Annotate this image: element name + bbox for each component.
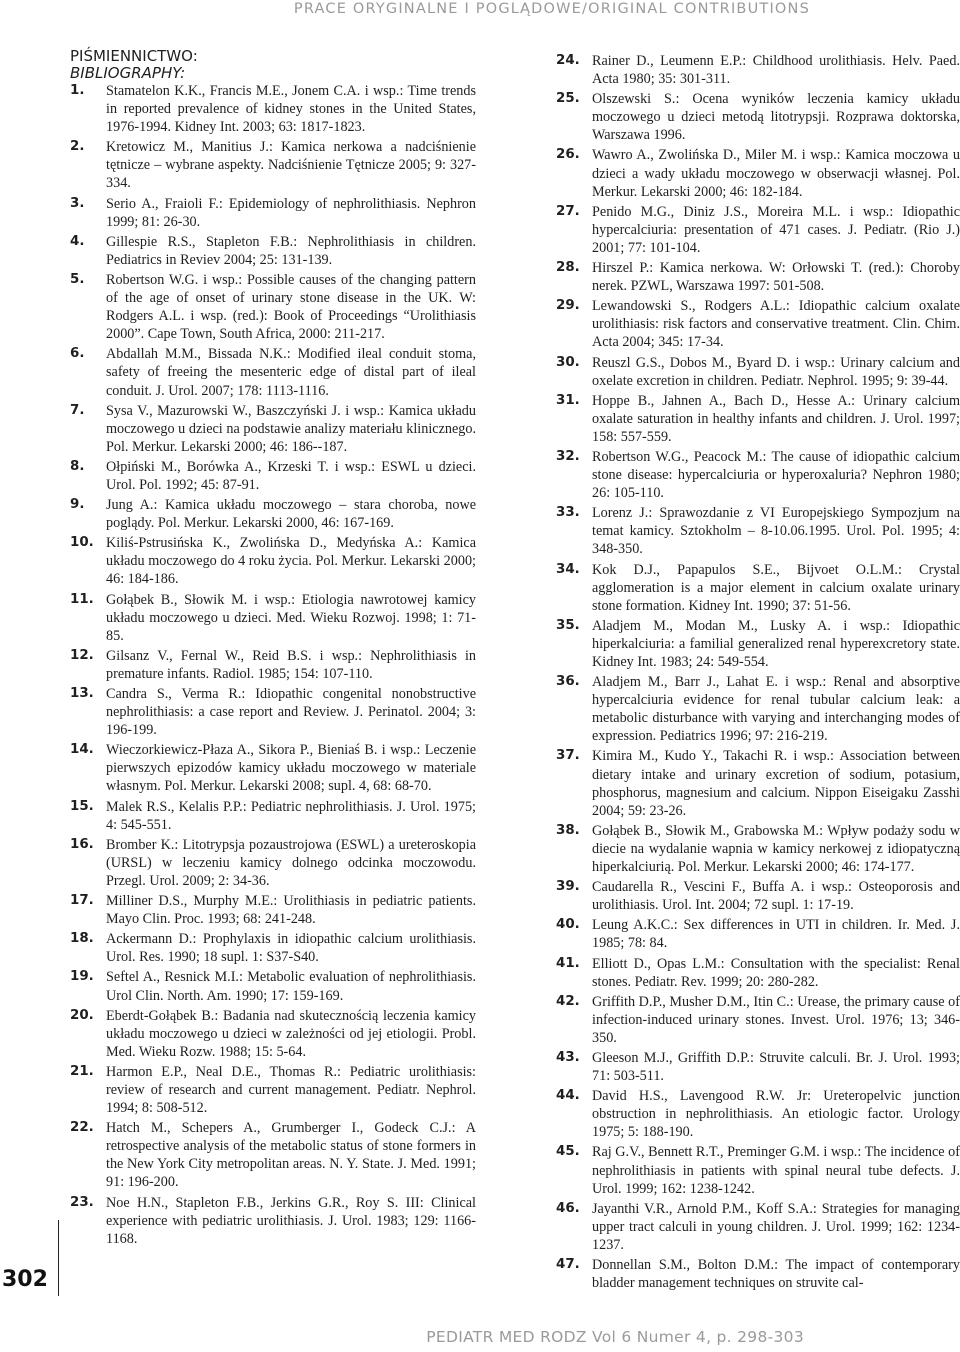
reference-item — [70, 591, 476, 645]
reference-number: 27. — [556, 203, 580, 219]
reference-item — [556, 822, 960, 876]
reference-item — [70, 968, 476, 1004]
reference-text: Hirszel P.: Kamica nerkowa. W: Orłowski T. (red.): Choroby nerek. PZWL, Warszawa 1997: 501-508. — [592, 260, 960, 295]
reference-item — [70, 1007, 476, 1061]
reference-item — [70, 195, 476, 231]
reference-text: Seftel A., Resnick M.I.: Metabolic evaluation of nephrolithiasis. Urol Clin. North. Am. 1990; 17: 159-169. — [106, 969, 476, 1004]
references-column-right — [556, 52, 960, 1294]
reference-number: 28. — [556, 260, 580, 276]
reference-item — [70, 836, 476, 890]
reference-item — [556, 297, 960, 351]
reference-item — [70, 647, 476, 683]
reference-text: Ołpiński M., Borówka A., Krzeski T. i wsp.: ESWL u dzieci. Urol. Pol. 1992; 45: 87-91. — [106, 458, 476, 493]
reference-number: 18. — [70, 931, 94, 947]
reference-number: 38. — [556, 822, 580, 838]
reference-item — [70, 82, 476, 136]
reference-item — [70, 930, 476, 966]
reference-text: Milliner D.S., Murphy M.E.: Urolithiasis in pediatric patients. Mayo Clin. Proc. 1993; 68: 241-248. — [106, 893, 476, 928]
reference-item — [556, 259, 960, 295]
reference-number: 6. — [70, 346, 85, 362]
reference-number: 13. — [70, 686, 94, 701]
reference-text: Sysa V., Mazurowski W., Baszczyński J. i wsp.: Kamica układu moczowego u dzieci na podstawie analizy materiału klinicznego. Pol. Merkur. Lekarski 2000; 46: 186--187. — [106, 402, 476, 455]
reference-number: 1. — [70, 83, 85, 98]
reference-text: Bromber K.: Litotrypsja pozaustrojowa (ESWL) a ureteroskopia (URSL) w leczeniu kamicy dolnego odcinka moczowodu. Przegl. Urol. 2009; 2: 34-36. — [106, 836, 476, 889]
reference-text: Caudarella R., Vescini F., Buffa A. i wsp.: Osteoporosis and urolithiasis. Urol. Int. 2004; 72 supl. 1: 17-19. — [592, 879, 960, 914]
running-header: PRACE ORYGINALNE I POGLĄDOWE/ORIGINAL CONTRIBUTIONS — [293, 1, 810, 17]
reference-number: 24. — [556, 53, 580, 68]
reference-number: 11. — [70, 591, 94, 607]
reference-text: Gołąbek B., Słowik M., Grabowska M.: Wpływ podaży sodu w diecie na wydalanie wapnia w kamicy nerkowej z idiopatyczną hiperkalciurią. Pol. Merkur. Lekarski 2000; 46: 174-177. — [592, 822, 960, 876]
reference-number: 43. — [556, 1049, 580, 1065]
reference-text: Kok D.J., Papapulos S.E., Bijvoet O.L.M.: Crystal agglomeration is a major element in calcium oxalate urinary stone formation. Kidney Int. 1990; 37: 51-56. — [592, 561, 960, 614]
reference-item — [70, 1119, 476, 1191]
reference-number: 20. — [70, 1007, 94, 1023]
page-number-rule — [58, 1220, 59, 1296]
reference-item — [556, 747, 960, 819]
reference-number: 45. — [556, 1144, 580, 1160]
reference-item — [556, 1256, 960, 1292]
reference-item — [70, 741, 476, 795]
bibliography-title-en: BIBLIOGRAPHY: — [70, 64, 186, 82]
reference-item — [70, 1194, 476, 1248]
reference-text: Rainer D., Leumenn E.P.: Childhood urolithiasis. Helv. Paed. Acta 1980; 35: 301-311. — [592, 53, 960, 88]
reference-text: Penido M.G., Diniz J.S., Moreira M.L. i wsp.: Idiopathic hypercalciuria: presentation of 471 cases. J. Pediatr. (Rio J.) 2001; 77: 101-104. — [592, 203, 960, 256]
reference-text: Wawro A., Zwolińska D., Miler M. i wsp.: Kamica moczowa u dzieci a wady układu moczowego w obserwacji własnej. Pol. Merkur. Lekarski 2000; 46: 182-184. — [592, 147, 960, 200]
reference-text: Robertson W.G., Peacock M.: The cause of idiopathic calcium stone disease: hypercalciuria or hyperoxaluria? Nephron 1980; 26: 105-110. — [592, 448, 960, 502]
reference-number: 41. — [556, 955, 580, 971]
reference-item — [556, 448, 960, 502]
reference-text: Reuszl G.S., Dobos M., Byard D. i wsp.: Urinary calcium and oxelate excretion in children. Pediatr. Nephrol. 1995; 9: 39-44. — [592, 354, 960, 389]
reference-number: 5. — [70, 271, 85, 287]
reference-text: Donnellan S.M., Bolton D.M.: The impact of contemporary bladder management techniques on struvite cal- — [592, 1257, 960, 1292]
reference-text: Hoppe B., Jahnen A., Bach D., Hesse A.: Urinary calcium oxalate saturation in healthy infants and children. J. Urol. 1997; 158: 557-559. — [592, 392, 960, 445]
reference-item — [70, 685, 476, 739]
reference-text: Olszewski S.: Ocena wyników leczenia kamicy układu moczowego u dzieci metodą litotrypsji. Rozprawa doktorska, Warszawa 1996. — [592, 91, 960, 144]
reference-number: 37. — [556, 748, 580, 764]
reference-item — [556, 1087, 960, 1141]
reference-text: Wieczorkiewicz-Płaza A., Sikora P., Bieniaś B. i wsp.: Leczenie pierwszych epizodów kamicy układu moczowego w materiale własnym. Pol. Merkur. Lekarski 2008; supl. 4, 68: 68-70. — [106, 742, 476, 795]
reference-number: 9. — [70, 497, 85, 513]
reference-item — [70, 458, 476, 494]
reference-text: Malek R.S., Kelalis P.P.: Pediatric nephrolithiasis. J. Urol. 1975; 4: 545-551. — [106, 798, 476, 833]
reference-text: Candra S., Verma R.: Idiopathic congenital nonobstructive nephrolithiasis: a case report and Review. J. Perinatol. 2004; 3: 196-199. — [106, 686, 476, 739]
reference-text: Lorenz J.: Sprawozdanie z VI Europejskiego Sympozjum na temat kamicy. Sztokholm – 8-10.06.1995. Urol. Pol. 1995; 4: 348-350. — [592, 505, 960, 558]
reference-number: 2. — [70, 139, 85, 155]
reference-number: 44. — [556, 1088, 580, 1104]
reference-item — [556, 90, 960, 144]
reference-number: 12. — [70, 647, 94, 663]
reference-number: 39. — [556, 879, 580, 895]
reference-text: Aladjem M., Barr J., Lahat E. i wsp.: Renal and absorptive hypercalciuria evidence for renal tubular calcium leak: a metabolic disturbance with varying and interchanging modes of expression. Pediatrics 1996; 97: 216-219. — [592, 674, 960, 745]
reference-item — [556, 146, 960, 200]
reference-text: Ackermann D.: Prophylaxis in idiopathic calcium urolithiasis. Urol. Res. 1990; 18 supl. 1: S37-S40. — [106, 931, 476, 966]
reference-number: 7. — [70, 402, 85, 418]
bibliography-title-pl: PIŚMIENNICTWO: — [70, 47, 198, 65]
reference-item — [556, 1049, 960, 1085]
reference-item — [556, 354, 960, 390]
reference-text: Hatch M., Schepers A., Grumberger I., Godeck C.J.: A retrospective analysis of the metabolic status of stone formers in the New York City metropolitan areas. N. Y. State. J. Med. 1991; 91: 196-200. — [106, 1120, 476, 1191]
reference-text: Leung A.K.C.: Sex differences in UTI in children. Ir. Med. J. 1985; 78: 84. — [592, 917, 960, 952]
reference-item — [70, 892, 476, 928]
reference-item — [70, 1063, 476, 1117]
reference-item — [70, 534, 476, 588]
reference-number: 8. — [70, 458, 85, 474]
reference-text: Elliott D., Opas L.M.: Consultation with the specialist: Renal stones. Pediatr. Rev. 1999; 20: 280-282. — [592, 955, 960, 990]
reference-number: 46. — [556, 1200, 580, 1216]
reference-number: 30. — [556, 354, 580, 370]
reference-item — [556, 916, 960, 952]
reference-number: 34. — [556, 561, 580, 577]
reference-item — [556, 955, 960, 991]
reference-text: Gleeson M.J., Griffith D.P.: Struvite calculi. Br. J. Urol. 1993; 71: 503-511. — [592, 1049, 960, 1085]
reference-number: 17. — [70, 893, 94, 909]
reference-number: 31. — [556, 392, 580, 408]
reference-item — [70, 402, 476, 456]
reference-item — [70, 798, 476, 834]
page-number: 302 — [2, 1267, 48, 1292]
reference-number: 42. — [556, 993, 580, 1009]
reference-item — [70, 345, 476, 399]
reference-text: Gilsanz V., Fernal W., Reid B.S. i wsp.: Nephrolithiasis in premature infants. Radiol. 1985; 154: 107-110. — [106, 647, 476, 682]
reference-text: Noe H.N., Stapleton F.B., Jerkins G.R., Roy S. III: Clinical experience with pediatric urolithiasis. J. Urol. 1983; 129: 1166-1168. — [106, 1194, 476, 1247]
reference-text: Jung A.: Kamica układu moczowego – stara choroba, nowe poglądy. Pol. Merkur. Lekarski 2000, 46: 167-169. — [106, 497, 476, 532]
reference-number: 3. — [70, 195, 85, 211]
reference-list-right — [556, 52, 960, 1292]
reference-number: 36. — [556, 674, 580, 690]
reference-item — [556, 673, 960, 745]
reference-number: 47. — [556, 1257, 580, 1272]
reference-number: 19. — [70, 969, 94, 985]
reference-number: 35. — [556, 617, 580, 633]
reference-text: Raj G.V., Bennett R.T., Preminger G.M. i wsp.: The incidence of nephrolithiasis in patients with spinal neural tube defects. J. Urol. 1999; 162: 1238-1242. — [592, 1144, 960, 1197]
reference-item — [70, 271, 476, 343]
reference-text: Aladjem M., Modan M., Lusky A. i wsp.: Idiopathic hiperkalciuria: a familial generalized renal hyperexcretory state. Kidney Int. 1983; 24: 549-554. — [592, 617, 960, 670]
reference-number: 33. — [556, 505, 580, 521]
reference-number: 16. — [70, 836, 94, 852]
reference-number: 25. — [556, 91, 580, 107]
reference-text: Kimira M., Kudo Y., Takachi R. i wsp.: Association between dietary intake and urinary excretion of sodium, potasium, phosphorus, magnesium and calcium. Nippon Eiseigaku Zasshi 2004; 59: 23-26. — [592, 748, 960, 819]
reference-text: Kiliś-Pstrusińska K., Zwolińska D., Medyńska A.: Kamica układu moczowego do 4 roku życia. Pol. Merkur. Lekarski 2000; 46: 184-186. — [106, 535, 476, 588]
journal-footer: PEDIATR MED RODZ Vol 6 Numer 4, p. 298-303 — [426, 1328, 804, 1346]
reference-item — [556, 504, 960, 558]
references-column-left — [70, 48, 476, 1250]
reference-text: Gołąbek B., Słowik M. i wsp.: Etiologia nawrotowej kamicy układu moczowego u dzieci. Med. Wieku Rozwoj. 1998; 1: 71-85. — [106, 591, 476, 644]
reference-item — [70, 233, 476, 269]
reference-item — [556, 617, 960, 671]
reference-item — [70, 138, 476, 192]
reference-item — [556, 561, 960, 615]
reference-item — [556, 993, 960, 1047]
reference-item — [556, 1143, 960, 1197]
reference-text: Lewandowski S., Rodgers A.L.: Idiopathic calcium oxalate urolithiasis: risk factors and conservative treatment. Clin. Chim. Acta 2004; 345: 17-34. — [592, 298, 960, 351]
reference-text: Gillespie R.S., Stapleton F.B.: Nephrolithiasis in children. Pediatrics in Reviev 2004; 25: 131-139. — [106, 233, 476, 268]
reference-number: 21. — [70, 1063, 94, 1079]
reference-text: Harmon E.P., Neal D.E., Thomas R.: Pediatric urolithiasis: review of research and current management. Pediatr. Nephrol. 1994; 8: 508-512. — [106, 1063, 476, 1117]
reference-text: Kretowicz M., Manitius J.: Kamica nerkowa a nadciśnienie tętnicze – wybrane aspekty. Nadciśnienie Tętnicze 2005; 9: 327-334. — [106, 139, 476, 192]
reference-number: 15. — [70, 798, 94, 814]
reference-item — [556, 392, 960, 446]
reference-list-left — [70, 82, 476, 1248]
reference-item — [556, 52, 960, 88]
reference-number: 10. — [70, 535, 94, 551]
reference-text: Stamatelon K.K., Francis M.E., Jonem C.A. i wsp.: Time trends in reported prevalence of kidney stones in the United States, 1976-1994. Kidney Int. 2003; 63: 1817-1823. — [106, 83, 476, 136]
reference-item — [556, 203, 960, 257]
reference-number: 22. — [70, 1120, 94, 1136]
reference-number: 14. — [70, 742, 94, 758]
reference-text: Serio A., Fraioli F.: Epidemiology of nephrolithiasis. Nephron 1999; 81: 26-30. — [106, 195, 476, 230]
reference-item — [556, 1200, 960, 1254]
reference-text: Eberdt-Gołąbek B.: Badania nad skutecznością leczenia kamicy układu moczowego u dzieci w zależności od jej etiologii. Probl. Med. Wieku Rozw. 1988; 15: 5-64. — [106, 1007, 476, 1060]
reference-item — [70, 496, 476, 532]
reference-text: David H.S., Lavengood R.W. Jr: Ureteropelvic junction obstruction in nephrolithiasis. An etiologic factor. Urology 1975; 5: 188-190. — [592, 1088, 960, 1141]
reference-item — [556, 878, 960, 914]
reference-text: Jayanthi V.R., Arnold P.M., Koff S.A.: Strategies for managing upper tract calculi in young children. J. Urol. 1999; 162: 1234-1237. — [592, 1200, 960, 1253]
reference-text: Griffith D.P., Musher D.M., Itin C.: Urease, the primary cause of infection-induced urinary stones. Invest. Urol. 1976; 13; 346-350. — [592, 993, 960, 1046]
reference-number: 26. — [556, 147, 580, 163]
reference-number: 4. — [70, 233, 85, 249]
reference-number: 29. — [556, 298, 580, 314]
reference-number: 23. — [70, 1194, 94, 1210]
reference-number: 40. — [556, 917, 580, 933]
reference-text: Abdallah M.M., Bissada N.K.: Modified ileal conduit stoma, safety of freeing the mesenteric edge of distal part of ileal conduit. J. Urol. 2007; 178: 1113-1116. — [106, 346, 476, 399]
reference-text: Robertson W.G. i wsp.: Possible causes of the changing pattern of the age of onset of urinary stone disease in the UK. W: Rodgers A.L. i wsp. (red.): Book of Proceedings “Urolithiasis 2000”. Cape Town, South Africa, 2000: 211-217. — [106, 271, 476, 343]
reference-number: 32. — [556, 448, 580, 464]
